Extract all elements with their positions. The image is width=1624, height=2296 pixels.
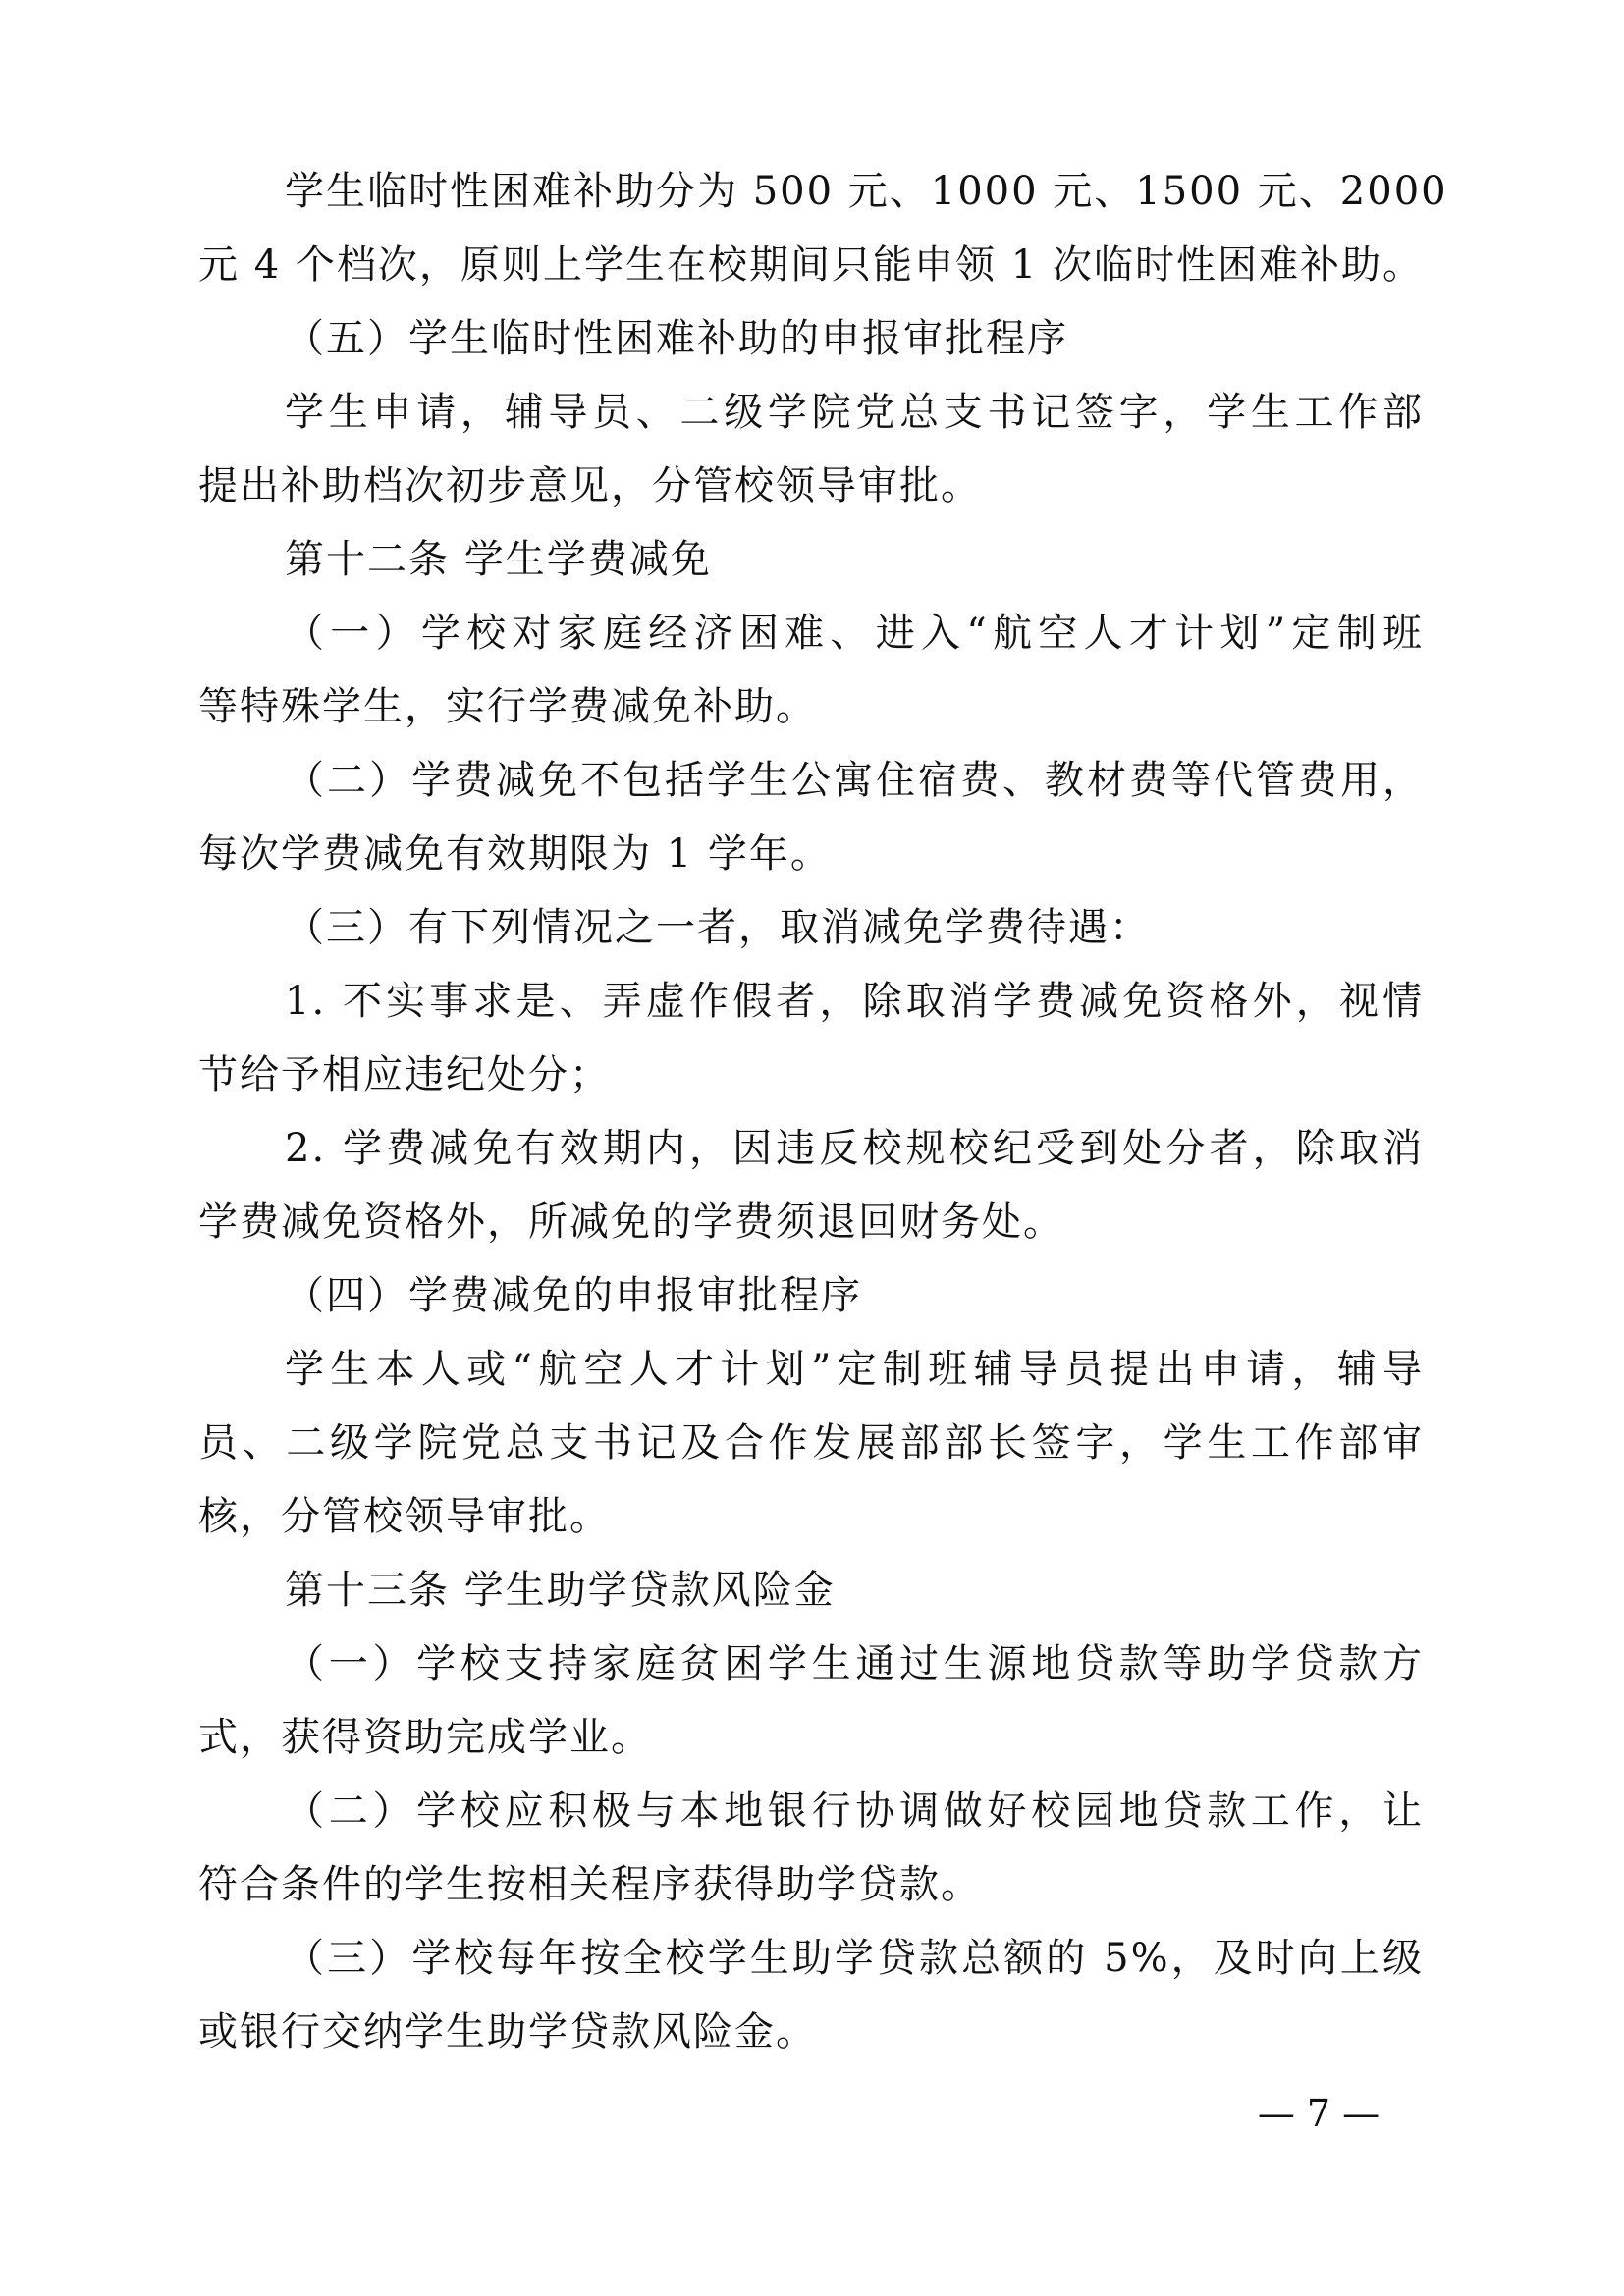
paragraph-line: 或银行交纳学生助学贷款风险金。 [198,2009,817,2055]
list-item-line: 节给予相应违纪处分； [198,1052,611,1097]
article-heading: 第十三条 学生助学贷款风险金 [285,1568,836,1613]
paragraph-line: 等特殊学生，实行学费减免补助。 [198,684,817,729]
paragraph-line: 符合条件的学生按相关程序获得助学贷款。 [198,1862,982,1907]
paragraph-line: （一）学校支持家庭贫困学生通过生源地贷款等助学贷款方 [285,1641,1424,1686]
article-heading: 第十二条 学生学费减免 [285,537,712,582]
paragraph-line: （一）学校对家庭经济困难、进入“航空人才计划”定制班 [285,611,1424,656]
paragraph-line: （二）学费减免不包括学生公寓住宿费、教材费等代管费用， [285,758,1424,803]
paragraph-line: 元 4 个档次，原则上学生在校期间只能申领 1 次临时性困难补助。 [198,242,1424,288]
paragraph-line: 提出补助档次初步意见，分管校领导审批。 [198,463,982,508]
section-heading: （四）学费减免的申报审批程序 [285,1273,862,1318]
paragraph-line: 学生申请，辅导员、二级学院党总支书记签字，学生工作部 [285,390,1424,435]
paragraph-line: 学生临时性困难补助分为 500 元、1000 元、1500 元、2000 [285,169,1448,214]
page-number: — 7 — [1257,2092,1380,2135]
paragraph-line: 每次学费减免有效期限为 1 学年。 [198,831,832,877]
paragraph-line: （三）有下列情况之一者，取消减免学费待遇： [285,905,1151,950]
paragraph-line: 员、二级学院党总支书记及合作发展部部长签字，学生工作部审 [198,1420,1424,1466]
section-heading: （五）学生临时性困难补助的申报审批程序 [285,316,1068,361]
paragraph-line: 式，获得资助完成学业。 [198,1715,652,1760]
paragraph-line: （三）学校每年按全校学生助学贷款总额的 5%，及时向上级 [285,1936,1424,1981]
paragraph-line: 学生本人或“航空人才计划”定制班辅导员提出申请，辅导 [285,1347,1424,1392]
list-item-line: 2. 学费减免有效期内，因违反校规校纪受到处分者，除取消 [285,1126,1424,1171]
list-item-line: 1. 不实事求是、弄虚作假者，除取消学费减免资格外，视情 [285,979,1424,1024]
paragraph-line: 核，分管校领导审批。 [198,1494,611,1539]
list-item-line: 学费减免资格外，所减免的学费须退回财务处。 [198,1200,1064,1245]
paragraph-line: （二）学校应积极与本地银行协调做好校园地贷款工作，让 [285,1789,1424,1834]
